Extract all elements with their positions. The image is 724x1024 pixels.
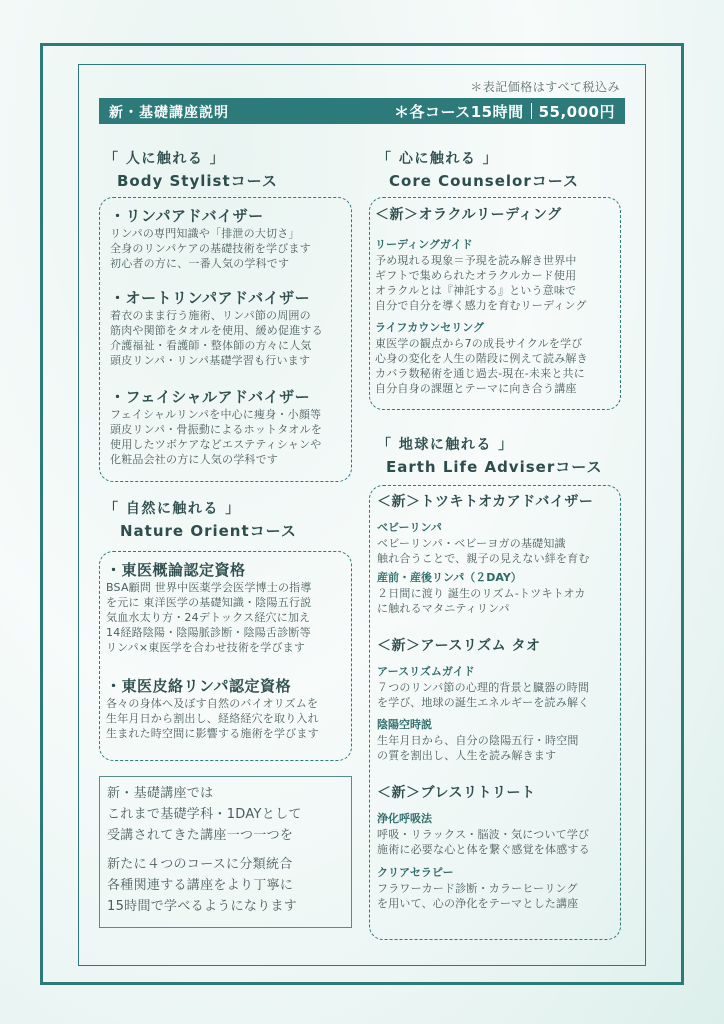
text-line: 東医学の観点から7の成長サイクルを学び [375,337,583,350]
spacer [375,313,588,320]
text-line: 自分自身の課題とテーマに向き合う講座 [375,382,577,395]
header-bar [99,98,625,124]
text-line: 全身のリンパケアの基礎技術を学びます [110,242,311,255]
text-line: 各々の身体へ及ぼす自然のバイオリズムを [106,697,319,710]
page-title: 新・基礎講座説明 [109,105,229,121]
core-counselor-box [369,197,621,410]
sub-heading: クリアセラピー [377,866,454,879]
text-line: 施術に必要な心と体を繋ぐ感覚を体感する [377,843,590,856]
info-box [99,776,352,928]
earth-life-tagline: 「 地球に触れる 」 [377,437,514,453]
nature-orient-section [106,560,312,655]
sub-heading: 陰陽空時説 [377,718,432,731]
nature-orient-tagline: 「 自然に触れる 」 [104,501,241,517]
spacer [375,225,588,237]
text-line: フラワーカード診断・カラーヒーリング [377,882,578,895]
core-counselor-content [375,205,588,396]
nature-orient-box [99,551,352,761]
section-heading: ・東医皮絡リンパ認定資格 [106,677,291,695]
body-stylist-section [110,387,322,467]
tax-note: ＊表記価格はすべて税込み [470,80,620,94]
sub-heading: ライフカウンセリング [375,321,485,334]
text-line: の質を割出し、人生を読み解きます [377,749,557,762]
sub-heading: アースリズムガイド [377,665,475,678]
body-stylist-section [110,288,323,368]
text-line: を元に 東洋医学の基礎知識・陰陽五行説 [106,596,312,609]
text-line: ギフトで集められたオラクルカード使用 [375,269,577,282]
body-stylist-course-name: Body Stylistコース [117,172,278,190]
text-line: 生年月日から、自分の陰陽五行・時空間 [377,734,579,747]
section-heading: ・リンパアドバイザー [110,207,264,225]
body-stylist-heading [104,148,278,192]
section-heading: ＜新＞ブレスリトリート [377,785,536,801]
nature-orient-heading [104,498,297,542]
spacer [377,857,590,865]
body-stylist-box [99,197,352,482]
info-spacer [107,846,344,854]
text-line: に触れるマタニティリンパ [377,602,510,615]
info-line: これまで基礎学科・1DAYとして [107,807,302,822]
text-line: 気血水太り方・24デトックス経穴に加え [106,611,311,624]
earth-life-group [377,636,589,763]
info-line: 受講されてきた講座一つ一つを [107,828,294,843]
text-line: ２日間に渡り 誕生のリズム-トツキトオカ [377,587,586,600]
text-line: カバラ数秘術を通じ過去-現在-未来と共に [375,367,585,380]
price-summary [394,101,615,122]
text-line: 着衣のまま行う施術、リンパ節の周囲の [110,309,311,322]
spacer [377,512,593,520]
core-counselor-course-name: Core Counselorコース [389,172,579,190]
text-line: フェイシャルリンパを中心に痩身・小顔等 [110,408,322,421]
body-stylist-section [110,206,311,271]
text-line: 頭皮リンパ・骨振動によるホットタオルを [110,423,323,436]
sub-heading: 産前・産後リンパ（２DAY） [377,571,522,584]
section-heading: ・東医概論認定資格 [106,561,246,579]
text-line: を学び、地球の誕生エネルギーを読み解く [377,696,590,709]
info-line: 15時間で学べるようになります [107,899,298,914]
text-line: を用いて、心の浄化をテーマとした講座 [377,897,579,910]
core-counselor-tagline: 「 心に触れる 」 [377,151,499,167]
core-counselor-heading [377,148,579,192]
section-heading: ＜新＞オラクルリーディング [375,207,562,223]
body-stylist-tagline: 「 人に触れる 」 [104,151,226,167]
text-line: 14経路陰陽・陰陽脈診断・陰陽舌診断等 [106,626,311,639]
text-line: 生まれた時空間に影響する施術を学びます [106,727,319,740]
info-line: 各種関連する講座をより丁寧に [107,878,294,893]
section-heading: ・オートリンパアドバイザー [110,289,311,307]
text-line: オラクルとは『神託する』という意味で [375,284,577,297]
course-price: 55,000円 [538,103,615,121]
sub-heading: リーディングガイド [375,238,473,251]
text-line: BSA顧問 世界中医薬学会医学博士の指導 [106,581,312,594]
earth-life-group [377,492,593,616]
text-line: 化粧品会社の方に人気の学科です [110,453,278,466]
info-line: 新・基礎講座では [107,786,214,801]
earth-life-group [377,783,590,911]
text-line: リンパ×東医学を合わせ技術を学びます [106,641,306,654]
text-line: 初心者の方に、一番人気の学科です [110,257,290,270]
spacer [377,710,589,717]
text-line: 触れ合うことで、親子の見えない絆を育む [377,552,590,565]
earth-life-course-name: Earth Life Adviserコース [386,458,603,476]
text-line: ７つのリンパ節の心理的背景と臓器の時間 [377,681,590,694]
spacer [377,656,589,664]
section-heading: ・フェイシャルアドバイザー [110,388,311,406]
text-line: 呼吸・リラックス・脳波・気について学び [377,828,590,841]
text-line: ベビーリンパ・ベビーヨガの基礎知識 [377,537,566,550]
text-line: 筋肉や関節をタオルを使用、緩め促進する [110,324,323,337]
text-line: 予め現れる現象＝予現を読み解き世界中 [375,254,577,267]
text-line: 自分で自分を導く感力を育むリーディング [375,299,587,312]
sub-heading: 浄化呼吸法 [377,812,432,825]
section-heading: ＜新＞トツキトオカアドバイザー [377,494,594,510]
text-line: リンパの専門知識や「排泄の大切さ」 [110,227,300,240]
earth-life-box [369,485,621,940]
earth-life-heading [377,434,602,478]
nature-orient-section [106,676,319,741]
text-line: 心身の変化を人生の階段に例えて読み解き [375,352,588,365]
section-heading: ＜新＞アースリズム タオ [377,638,541,654]
text-line: 使用したツボケアなどエステティシャンや [110,438,322,451]
course-hours: ＊各コース15時間 [393,103,524,121]
text-line: 頭皮リンパ・リンパ基礎学習も行います [110,354,311,367]
price-divider [531,103,532,119]
info-line: 新たに４つのコースに分類統合 [107,857,293,872]
sub-heading: ベビーリンパ [377,521,442,534]
text-line: 生年月日から割出し、経絡経穴を取り入れ [106,712,319,725]
text-line: 介護福祉・看護師・整体師の方々に人気 [110,339,312,352]
nature-orient-course-name: Nature Orientコース [120,522,297,540]
spacer [377,803,590,811]
